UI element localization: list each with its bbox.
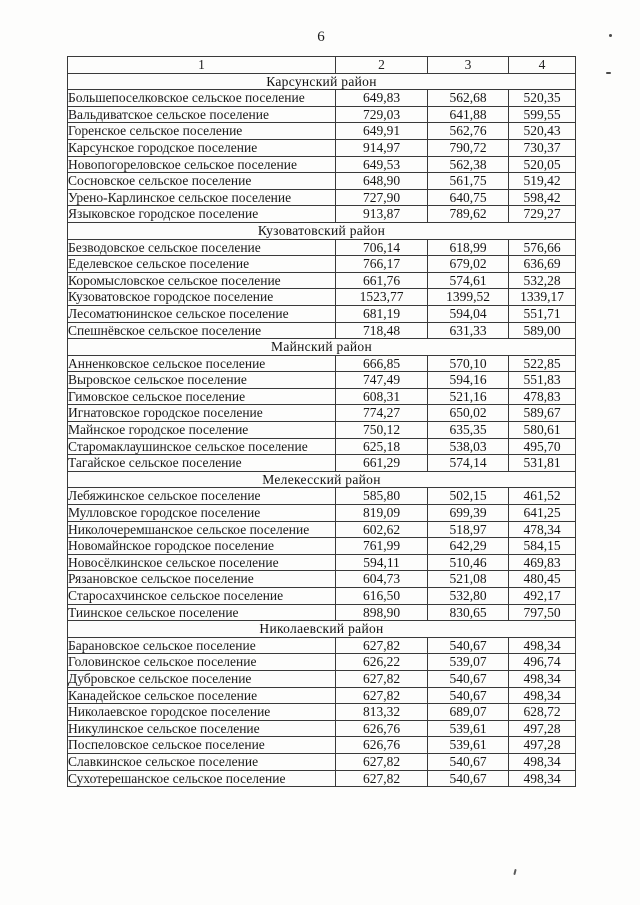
value-cell: 551,71 xyxy=(509,305,576,322)
value-cell: 649,83 xyxy=(336,90,428,107)
table-row xyxy=(68,372,576,389)
table-row xyxy=(68,239,576,256)
scan-speck-icon xyxy=(513,869,516,875)
value-cell: 561,75 xyxy=(428,173,509,190)
value-cell: 539,61 xyxy=(428,720,509,737)
settlement-name-cell: Вальдиватское сельское поселение xyxy=(68,106,336,123)
value-cell: 521,08 xyxy=(428,571,509,588)
value-cell: 498,34 xyxy=(509,670,576,687)
value-cell: 580,61 xyxy=(509,422,576,439)
settlement-name-cell: Гимовское сельское поселение xyxy=(68,388,336,405)
value-cell: 540,67 xyxy=(428,670,509,687)
column-number-row xyxy=(68,57,576,74)
table-row xyxy=(68,139,576,156)
value-cell: 520,43 xyxy=(509,123,576,140)
value-cell: 641,25 xyxy=(509,505,576,522)
value-cell: 594,16 xyxy=(428,372,509,389)
settlement-name-cell: Никулинское сельское поселение xyxy=(68,720,336,737)
value-cell: 495,70 xyxy=(509,438,576,455)
settlement-name-cell: Коромысловское сельское поселение xyxy=(68,272,336,289)
table-row xyxy=(68,770,576,787)
table-row xyxy=(68,305,576,322)
value-cell: 648,90 xyxy=(336,173,428,190)
settlement-name-cell: Лебяжинское сельское поселение xyxy=(68,488,336,505)
value-cell: 913,87 xyxy=(336,206,428,223)
value-cell: 480,45 xyxy=(509,571,576,588)
settlement-name-cell: Языковское городское поселение xyxy=(68,206,336,223)
district-name: Карсунский район xyxy=(68,73,576,90)
value-cell: 522,85 xyxy=(509,355,576,372)
value-cell: 1339,17 xyxy=(509,289,576,306)
value-cell: 729,03 xyxy=(336,106,428,123)
value-cell: 636,69 xyxy=(509,256,576,273)
table-row xyxy=(68,355,576,372)
table-row xyxy=(68,256,576,273)
value-cell: 640,75 xyxy=(428,189,509,206)
value-cell: 574,61 xyxy=(428,272,509,289)
value-cell: 626,76 xyxy=(336,720,428,737)
district-header-row xyxy=(68,73,576,90)
value-cell: 766,17 xyxy=(336,256,428,273)
value-cell: 498,34 xyxy=(509,637,576,654)
value-cell: 594,11 xyxy=(336,554,428,571)
value-cell: 538,03 xyxy=(428,438,509,455)
value-cell: 608,31 xyxy=(336,388,428,405)
value-cell: 520,35 xyxy=(509,90,576,107)
value-cell: 730,37 xyxy=(509,139,576,156)
table-row xyxy=(68,637,576,654)
settlement-name-cell: Сосновское сельское поселение xyxy=(68,173,336,190)
settlement-name-cell: Тиинское сельское поселение xyxy=(68,604,336,621)
table-row xyxy=(68,206,576,223)
value-cell: 498,34 xyxy=(509,753,576,770)
value-cell: 478,34 xyxy=(509,521,576,538)
table-row xyxy=(68,538,576,555)
table-row xyxy=(68,704,576,721)
scan-speck-icon xyxy=(606,72,611,74)
table-row xyxy=(68,753,576,770)
table-row xyxy=(68,654,576,671)
value-cell: 626,76 xyxy=(336,737,428,754)
table-row xyxy=(68,90,576,107)
value-cell: 789,62 xyxy=(428,206,509,223)
value-cell: 666,85 xyxy=(336,355,428,372)
value-cell: 519,42 xyxy=(509,173,576,190)
table-row xyxy=(68,189,576,206)
value-cell: 510,46 xyxy=(428,554,509,571)
column-header-2: 2 xyxy=(336,57,428,74)
district-header-row xyxy=(68,621,576,638)
value-cell: 898,90 xyxy=(336,604,428,621)
settlement-name-cell: Майнское городское поселение xyxy=(68,422,336,439)
settlement-name-cell: Славкинское сельское поселение xyxy=(68,753,336,770)
value-cell: 589,00 xyxy=(509,322,576,339)
page-number: 6 xyxy=(317,29,325,45)
value-cell: 570,10 xyxy=(428,355,509,372)
settlement-name-cell: Горенское сельское поселение xyxy=(68,123,336,140)
settlement-name-cell: Тагайское сельское поселение xyxy=(68,455,336,472)
value-cell: 625,18 xyxy=(336,438,428,455)
value-cell: 562,76 xyxy=(428,123,509,140)
value-cell: 650,02 xyxy=(428,405,509,422)
settlement-name-cell: Сухотерешанское сельское поселение xyxy=(68,770,336,787)
value-cell: 627,82 xyxy=(336,687,428,704)
value-cell: 627,82 xyxy=(336,637,428,654)
value-cell: 661,76 xyxy=(336,272,428,289)
value-cell: 540,67 xyxy=(428,687,509,704)
district-header-row xyxy=(68,471,576,488)
column-header-4: 4 xyxy=(509,57,576,74)
value-cell: 706,14 xyxy=(336,239,428,256)
value-cell: 699,39 xyxy=(428,505,509,522)
settlement-name-cell: Кузоватовское городское поселение xyxy=(68,289,336,306)
table-row xyxy=(68,422,576,439)
value-cell: 830,65 xyxy=(428,604,509,621)
table-row xyxy=(68,156,576,173)
table-row xyxy=(68,687,576,704)
table-row xyxy=(68,438,576,455)
value-cell: 618,99 xyxy=(428,239,509,256)
settlement-name-cell: Новосёлкинское сельское поселение xyxy=(68,554,336,571)
settlement-name-cell: Спешнёвское сельское поселение xyxy=(68,322,336,339)
settlement-name-cell: Новомайнское городское поселение xyxy=(68,538,336,555)
column-header-1: 1 xyxy=(68,57,336,74)
value-cell: 589,67 xyxy=(509,405,576,422)
settlement-name-cell: Поспеловское сельское поселение xyxy=(68,737,336,754)
table-row xyxy=(68,505,576,522)
value-cell: 627,82 xyxy=(336,770,428,787)
value-cell: 496,74 xyxy=(509,654,576,671)
table-row xyxy=(68,106,576,123)
value-cell: 492,17 xyxy=(509,588,576,605)
value-cell: 562,68 xyxy=(428,90,509,107)
table-row xyxy=(68,405,576,422)
value-cell: 642,29 xyxy=(428,538,509,555)
value-cell: 747,49 xyxy=(336,372,428,389)
value-cell: 551,83 xyxy=(509,372,576,389)
settlement-name-cell: Выровское сельское поселение xyxy=(68,372,336,389)
settlement-name-cell: Новопогореловское сельское поселение xyxy=(68,156,336,173)
value-cell: 819,09 xyxy=(336,505,428,522)
district-name: Майнский район xyxy=(68,339,576,356)
table-row xyxy=(68,388,576,405)
value-cell: 635,35 xyxy=(428,422,509,439)
value-cell: 718,48 xyxy=(336,322,428,339)
value-cell: 518,97 xyxy=(428,521,509,538)
value-cell: 532,28 xyxy=(509,272,576,289)
table-row xyxy=(68,488,576,505)
value-cell: 520,05 xyxy=(509,156,576,173)
column-header-3: 3 xyxy=(428,57,509,74)
settlement-name-cell: Канадейское сельское поселение xyxy=(68,687,336,704)
district-name: Николаевский район xyxy=(68,621,576,638)
scan-speck-icon xyxy=(609,34,612,37)
value-cell: 797,50 xyxy=(509,604,576,621)
value-cell: 661,29 xyxy=(336,455,428,472)
value-cell: 602,62 xyxy=(336,521,428,538)
value-cell: 584,15 xyxy=(509,538,576,555)
settlement-name-cell: Старомаклаушинское сельское поселение xyxy=(68,438,336,455)
settlement-name-cell: Головинское сельское поселение xyxy=(68,654,336,671)
settlement-name-cell: Мулловское городское поселение xyxy=(68,505,336,522)
value-cell: 628,72 xyxy=(509,704,576,721)
district-header-row xyxy=(68,339,576,356)
value-cell: 599,55 xyxy=(509,106,576,123)
value-cell: 461,52 xyxy=(509,488,576,505)
value-cell: 689,07 xyxy=(428,704,509,721)
settlement-name-cell: Николочеремшанское сельское поселение xyxy=(68,521,336,538)
value-cell: 539,07 xyxy=(428,654,509,671)
settlements-table-body xyxy=(68,73,576,787)
table-row xyxy=(68,720,576,737)
district-name: Кузоватовский район xyxy=(68,222,576,239)
value-cell: 813,32 xyxy=(336,704,428,721)
value-cell: 562,38 xyxy=(428,156,509,173)
value-cell: 681,19 xyxy=(336,305,428,322)
value-cell: 914,97 xyxy=(336,139,428,156)
table-row xyxy=(68,272,576,289)
value-cell: 576,66 xyxy=(509,239,576,256)
value-cell: 727,90 xyxy=(336,189,428,206)
table-row xyxy=(68,571,576,588)
value-cell: 540,67 xyxy=(428,637,509,654)
value-cell: 594,04 xyxy=(428,305,509,322)
value-cell: 626,22 xyxy=(336,654,428,671)
value-cell: 1399,52 xyxy=(428,289,509,306)
value-cell: 616,50 xyxy=(336,588,428,605)
value-cell: 598,42 xyxy=(509,189,576,206)
district-name: Мелекесский район xyxy=(68,471,576,488)
table-row xyxy=(68,322,576,339)
value-cell: 539,61 xyxy=(428,737,509,754)
value-cell: 498,34 xyxy=(509,687,576,704)
table-row xyxy=(68,289,576,306)
value-cell: 649,53 xyxy=(336,156,428,173)
value-cell: 540,67 xyxy=(428,753,509,770)
value-cell: 627,82 xyxy=(336,753,428,770)
settlement-name-cell: Николаевское городское поселение xyxy=(68,704,336,721)
value-cell: 627,82 xyxy=(336,670,428,687)
table-row xyxy=(68,173,576,190)
value-cell: 631,33 xyxy=(428,322,509,339)
value-cell: 649,91 xyxy=(336,123,428,140)
value-cell: 790,72 xyxy=(428,139,509,156)
value-cell: 604,73 xyxy=(336,571,428,588)
value-cell: 497,28 xyxy=(509,737,576,754)
table-row xyxy=(68,737,576,754)
value-cell: 502,15 xyxy=(428,488,509,505)
settlements-table xyxy=(67,56,576,787)
district-header-row xyxy=(68,222,576,239)
value-cell: 521,16 xyxy=(428,388,509,405)
value-cell: 641,88 xyxy=(428,106,509,123)
settlement-name-cell: Игнатовское городское поселение xyxy=(68,405,336,422)
value-cell: 532,80 xyxy=(428,588,509,605)
value-cell: 774,27 xyxy=(336,405,428,422)
value-cell: 478,83 xyxy=(509,388,576,405)
settlement-name-cell: Урено-Карлинское сельское поселение xyxy=(68,189,336,206)
table-row xyxy=(68,123,576,140)
value-cell: 574,14 xyxy=(428,455,509,472)
table-row xyxy=(68,670,576,687)
value-cell: 498,34 xyxy=(509,770,576,787)
value-cell: 750,12 xyxy=(336,422,428,439)
settlement-name-cell: Лесоматюнинское сельское поселение xyxy=(68,305,336,322)
value-cell: 531,81 xyxy=(509,455,576,472)
value-cell: 679,02 xyxy=(428,256,509,273)
value-cell: 1523,77 xyxy=(336,289,428,306)
value-cell: 469,83 xyxy=(509,554,576,571)
settlement-name-cell: Безводовское сельское поселение xyxy=(68,239,336,256)
table-row xyxy=(68,521,576,538)
table-row xyxy=(68,588,576,605)
settlement-name-cell: Анненковское сельское поселение xyxy=(68,355,336,372)
value-cell: 729,27 xyxy=(509,206,576,223)
value-cell: 497,28 xyxy=(509,720,576,737)
value-cell: 540,67 xyxy=(428,770,509,787)
settlement-name-cell: Дубровское сельское поселение xyxy=(68,670,336,687)
settlement-name-cell: Большепоселковское сельское поселение xyxy=(68,90,336,107)
settlement-name-cell: Еделевское сельское поселение xyxy=(68,256,336,273)
settlement-name-cell: Карсунское городское поселение xyxy=(68,139,336,156)
table-row xyxy=(68,604,576,621)
settlement-name-cell: Старосахчинское сельское поселение xyxy=(68,588,336,605)
settlement-name-cell: Рязановское сельское поселение xyxy=(68,571,336,588)
table-row xyxy=(68,554,576,571)
value-cell: 761,99 xyxy=(336,538,428,555)
table-row xyxy=(68,455,576,472)
value-cell: 585,80 xyxy=(336,488,428,505)
settlement-name-cell: Барановское сельское поселение xyxy=(68,637,336,654)
